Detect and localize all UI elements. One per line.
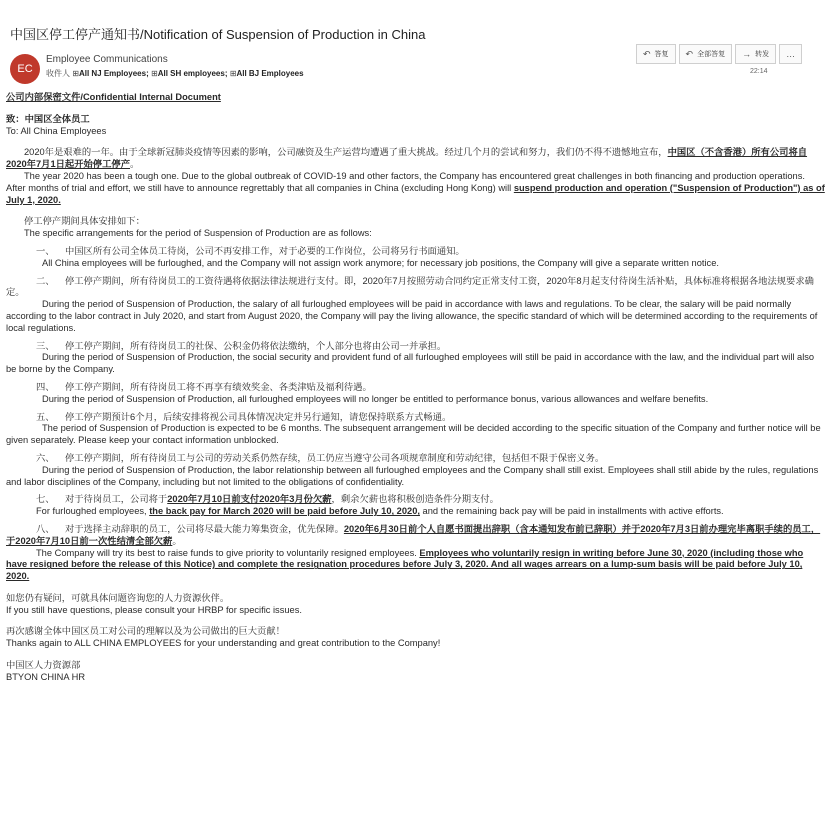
arrangement-item-num: 四、 bbox=[36, 381, 55, 392]
item-8-cn bbox=[6, 524, 826, 548]
intro-en-text: The year 2020 has been a tough one. Due to the global outbreak of COVID-19 and other factors, the Company has encountered great challenges in both financing and production operations. After months of trial and effort, we still have to announce regrettably that all companies in China (excluding Hong Kong) will bbox=[6, 170, 805, 193]
recipient-nj[interactable]: All NJ Employees; bbox=[78, 69, 149, 78]
reply-label: 答复 bbox=[654, 51, 669, 58]
intro-cn-emphasis: 中国区（不含香港）所有公司将自2020年7月1日起开始停工停产 bbox=[6, 147, 808, 170]
arrangement-item-num: 六、 bbox=[36, 452, 55, 463]
arrangement-item-num: 五、 bbox=[36, 411, 55, 422]
recipient-icon: ⊞ bbox=[229, 69, 237, 78]
arrangement-item-cn bbox=[6, 341, 826, 353]
arrangement-item-en: During the period of Suspension of Production, the social security and provident fund of all furloughed employees will still be paid in accordance with the law, and the individual part will also be borne by the Company. bbox=[6, 352, 815, 375]
arrangement-item-cn-text: 停工停产期预计6个月，后续安排将视公司具体情况决定并另行通知，请您保持联系方式畅通。 bbox=[64, 411, 452, 422]
intro-en-emphasis: suspend production and operation ("Suspension of Production") as of July 1, 2020. bbox=[6, 182, 825, 205]
forward-label: 转发 bbox=[755, 51, 770, 58]
arrangement-item bbox=[6, 276, 826, 335]
sender-name[interactable]: Employee Communications bbox=[46, 54, 168, 65]
reply-button[interactable] bbox=[636, 44, 676, 64]
item-8-num: 八、 bbox=[36, 523, 55, 534]
reply-all-label: 全部答复 bbox=[697, 51, 726, 58]
message-actions bbox=[636, 44, 802, 64]
arrangement-item-en: The period of Suspension of Production is expected to be 6 months. The subsequent arrangement will be decided according to the specific situation of the Company and further notice will be given separately. Please keep your contact information unblocked. bbox=[6, 423, 821, 446]
arrangement-item bbox=[6, 246, 826, 270]
arrangement-item bbox=[6, 341, 826, 376]
item-7-en-a: For furloughed employees, bbox=[36, 506, 150, 517]
item-8-cn-b: 2020年6月30日前个人自愿书面提出辞职（含本通知发布前已辞职）并于2020年7月3日前办理完毕离职手续的员工，于2020年7月10日前一次性结清全部欠薪 bbox=[6, 523, 821, 546]
item-8 bbox=[6, 524, 826, 583]
arrangement-list bbox=[6, 246, 826, 488]
more-button[interactable] bbox=[779, 44, 802, 64]
arrangement-item-cn-text: 停工停产期间，所有待岗员工的工资待遇将依据法律法规进行支付。即，2020年7月按照劳动合同约定正常支付工资，2020年8月起支付待岗生活补贴，具体标准将根据各地法规要求确定。 bbox=[6, 275, 814, 298]
received-time: 22:14 bbox=[750, 68, 768, 75]
item-7-num: 七、 bbox=[36, 494, 55, 505]
forward-button[interactable] bbox=[735, 44, 776, 64]
recipients-label: 收件人 bbox=[46, 69, 70, 78]
thanks-en: Thanks again to ALL CHINA EMPLOYEES for your understanding and great contribution to the Company! bbox=[6, 638, 441, 649]
arrangement-item-cn-text: 停工停产期间，所有待岗员工将不再享有绩效奖金、各类津贴及福利待遇。 bbox=[64, 381, 372, 392]
arrangement-item-cn-text: 中国区所有公司全体员工待岗，公司不再安排工作，对于必要的工作岗位，公司将另行书面通知。 bbox=[64, 245, 465, 256]
arrangement-item-cn-text: 停工停产期间，所有待岗员工与公司的劳动关系仍然存续，员工仍应当遵守公司各项规章制度和劳动纪律，包括但不限于保密义务。 bbox=[64, 452, 605, 463]
arrangement-item-cn bbox=[6, 453, 826, 465]
avatar[interactable]: EC bbox=[10, 54, 40, 84]
item-8-cn-c: 。 bbox=[172, 535, 182, 546]
intro-cn-end: 。 bbox=[130, 159, 140, 170]
signature-en: BTYON CHINA HR bbox=[6, 671, 86, 682]
arrangements-cn: 停工停产期间具体安排如下： bbox=[24, 216, 145, 227]
signature-cn: 中国区人力资源部 bbox=[6, 660, 81, 671]
arrangements-en: The specific arrangements for the period of Suspension of Production are as follows: bbox=[24, 228, 372, 239]
arrangement-item-cn bbox=[6, 246, 826, 258]
reply-all-button[interactable] bbox=[679, 44, 733, 64]
arrangement-item-num: 一、 bbox=[36, 245, 55, 256]
recipients-line bbox=[46, 68, 304, 79]
item-8-en bbox=[6, 548, 826, 583]
arrangement-item bbox=[6, 382, 826, 406]
arrangement-item-cn-text: 停工停产期间，所有待岗员工的社保、公积金仍将依法缴纳，个人部分也将由公司一并承担。 bbox=[64, 340, 447, 351]
reply-icon: ↶ bbox=[643, 48, 651, 59]
arrangement-item-en: During the period of Suspension of Production, the labor relationship between all furloughed employees and the Company shall still exist. Employees shall still abide by the rules, regulations and labor disciplines of the Company, including but not limited to the obligations of confidentiality. bbox=[6, 464, 819, 487]
recipient-bj[interactable]: All BJ Employees bbox=[236, 69, 304, 78]
questions-cn: 如您仍有疑问，可就具体问题咨询您的人力资源伙伴。 bbox=[6, 592, 230, 603]
intro-cn-text: 2020年是艰难的一年。由于全球新冠肺炎疫情等因素的影响，公司融资及生产运营均遭遇了重大挑战。经过几个月的尝试和努力，我们仍不得不遗憾地宣布， bbox=[24, 147, 668, 158]
item-7-cn-a: 对于待岗员工，公司将于 bbox=[64, 494, 168, 505]
questions-en: If you still have questions, please consult your HRBP for specific issues. bbox=[6, 604, 302, 615]
item-7-cn-c: ，剩余欠薪也将积极创造条件分期支付。 bbox=[331, 494, 499, 505]
arrangement-item-en: During the period of Suspension of Production, the salary of all furloughed employees will be paid in accordance with laws and regulations. To be clear, the salary will be paid normally according to the labor contract in July 2020, and start from August 2020, the Company will pay the living allowance, the specific standard of which will be determined according to the requirements of local regulations. bbox=[6, 299, 818, 333]
forward-icon: → bbox=[742, 49, 752, 59]
arrangement-item-cn bbox=[6, 382, 826, 394]
arrangement-item-cn bbox=[6, 276, 826, 300]
intro-cn bbox=[6, 147, 826, 171]
arrangement-item-en: All China employees will be furloughed, and the Company will not assign work anymore; for necessary job positions, the Company will give a separate written notice. bbox=[42, 257, 719, 268]
email-subject: 中国区停工停产通知书/Notification of Suspension of Production in China bbox=[10, 27, 426, 42]
item-7-en-b: the back pay for March 2020 will be paid before July 10, 2020, bbox=[149, 506, 420, 517]
doc-header: 公司内部保密文件/Confidential Internal Document bbox=[6, 92, 221, 102]
arrangement-item-cn bbox=[6, 412, 826, 424]
item-7-en-c: and the remaining back pay will be paid in installments with active efforts. bbox=[419, 506, 724, 517]
to-cn: 致：中国区全体员工 bbox=[6, 113, 90, 124]
reply-all-icon: ↶ bbox=[685, 48, 694, 59]
item-7-cn bbox=[6, 494, 826, 506]
arrangement-item bbox=[6, 412, 826, 447]
arrangement-item bbox=[6, 453, 826, 488]
arrangement-item-num: 三、 bbox=[36, 340, 55, 351]
item-7-cn-b: 2020年7月10日前支付2020年3月份欠薪 bbox=[167, 494, 332, 505]
more-icon: … bbox=[786, 49, 796, 59]
recipient-icon: ⊞ bbox=[150, 69, 158, 78]
thanks-cn: 再次感谢全体中国区员工对公司的理解以及为公司做出的巨大贡献！ bbox=[6, 626, 285, 637]
message-body bbox=[6, 92, 826, 684]
item-8-en-b: Employees who voluntarily resign in writing before June 30, 2020 (including those who have resigned before the release of this Notice) and complete the resignation procedures before July 3, 2020. And all wages arrears on a lump-sum basis will be paid before July 10, 2020. bbox=[6, 547, 804, 582]
arrangement-item-en: During the period of Suspension of Production, all furloughed employees will no longer be entitled to performance bonus, various allowances and welfare benefits. bbox=[42, 393, 709, 404]
recipient-icon: ⊞ bbox=[72, 69, 79, 78]
item-8-cn-a: 对于选择主动辞职的员工，公司将尽最大能力筹集资金，优先保障。 bbox=[64, 523, 344, 534]
item-7-en bbox=[6, 506, 826, 518]
item-8-en-a: The Company will try its best to raise funds to give priority to voluntarily resigned employees. bbox=[36, 547, 420, 558]
item-7 bbox=[6, 494, 826, 518]
to-en: To: All China Employees bbox=[6, 125, 107, 136]
intro-en bbox=[6, 171, 826, 206]
recipient-sh[interactable]: All SH employees; bbox=[157, 69, 228, 78]
arrangement-item-num: 二、 bbox=[36, 275, 55, 286]
